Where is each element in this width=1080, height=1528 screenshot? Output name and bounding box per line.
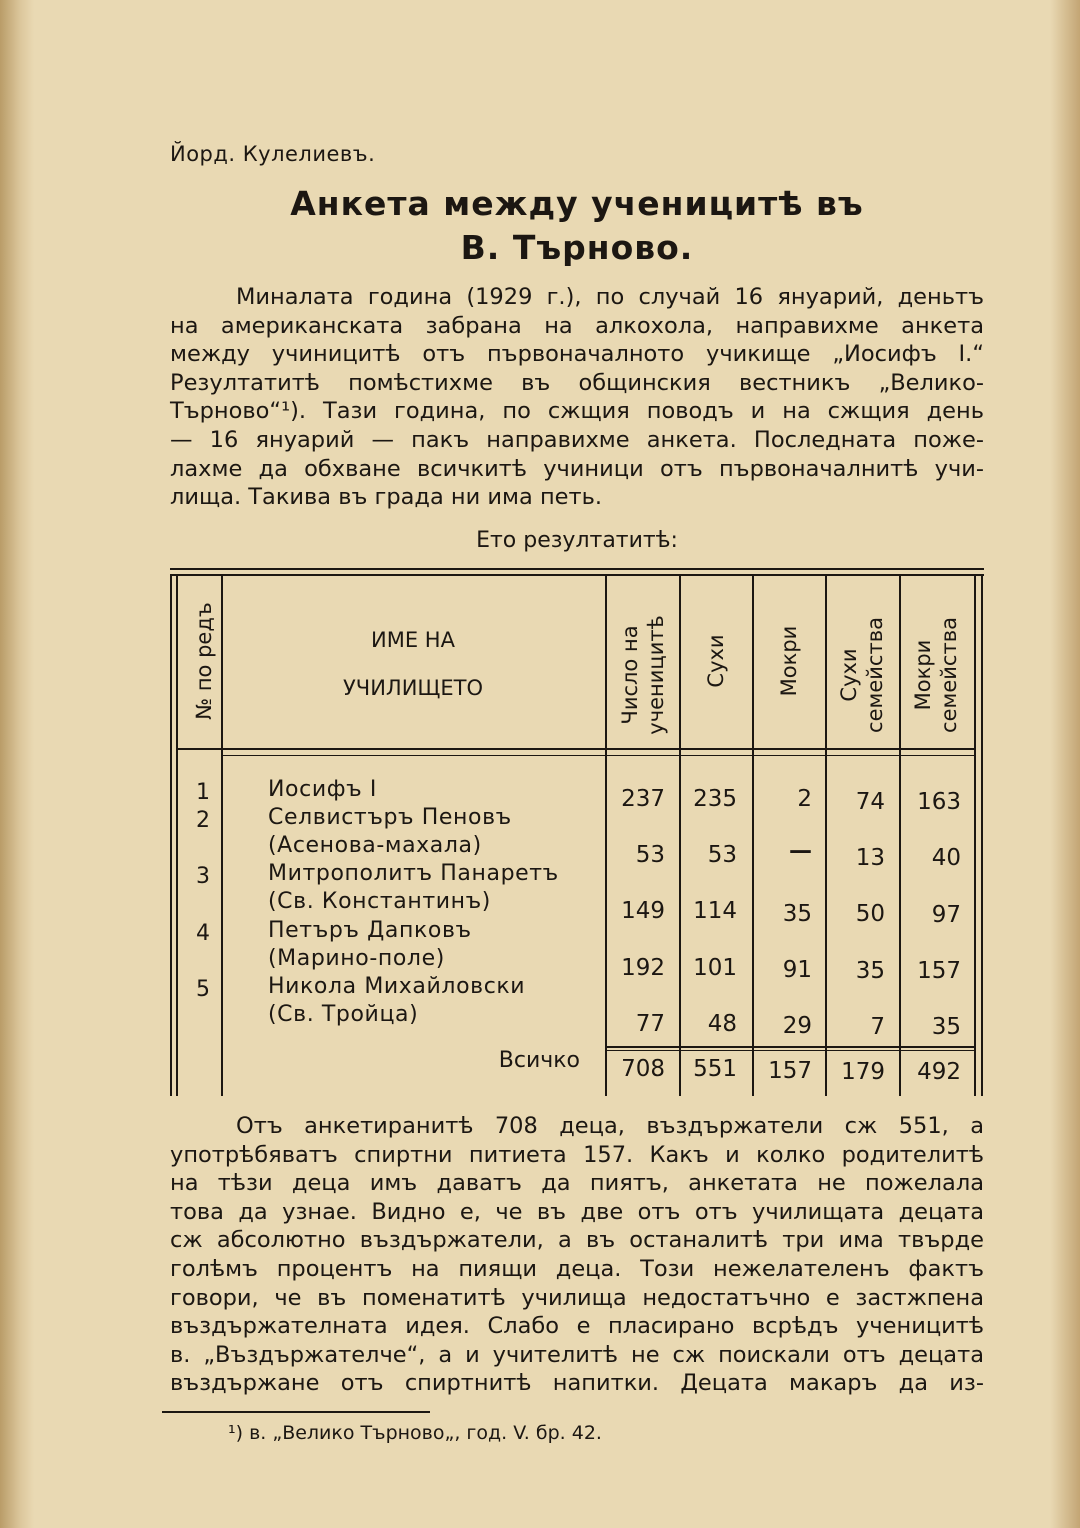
header-bottom-rule	[223, 755, 974, 756]
cell-wet: 35	[782, 901, 812, 927]
intro-line: между учиницитѣ отъ първоначалното учикище „Иосифъ I.“	[170, 341, 984, 368]
row-number: 3	[196, 864, 210, 889]
header-bottom-rule	[178, 748, 974, 750]
cell-wet-families: 35	[931, 1014, 961, 1040]
column-divider	[899, 576, 901, 1096]
body-line: говори, че въ поменатитѣ училища недостатъчно е застжпена	[170, 1284, 984, 1311]
cell-pupils: 192	[621, 955, 665, 981]
school-name-line: (Марино-поле)	[268, 946, 445, 971]
table-top-rule	[170, 574, 984, 576]
header-wet-families	[910, 595, 962, 755]
page-title-line-2: В. Търново.	[460, 228, 694, 267]
column-divider	[825, 576, 827, 1096]
total-wet-families: 492	[917, 1059, 961, 1085]
body-line: това да узнае. Видно е, че въ две отъ отъ училищата децата	[170, 1198, 984, 1225]
header-pupils-line-2: ученицитѣ	[644, 615, 668, 735]
author-name: Йорд. Кулелиевъ.	[170, 142, 376, 166]
intro-line: — 16 януарий — пакъ направихме анкета. Последната поже-	[170, 426, 984, 453]
body-line: употрѣбяватъ спиртни питиета 157. Какъ и колко родителитѣ	[170, 1141, 984, 1168]
cell-dry: 101	[693, 955, 737, 981]
header-dry-families-line-1: Сухи	[837, 648, 861, 702]
intro-line: лища. Такива въ града ни има петь.	[170, 484, 603, 511]
cell-pupils: 77	[635, 1011, 665, 1037]
footnote-rule	[162, 1411, 430, 1413]
total-dry-families: 179	[841, 1059, 885, 1085]
cell-pupils: 237	[621, 786, 665, 812]
cell-dry-families: 13	[855, 845, 885, 871]
row-number: 5	[196, 977, 210, 1002]
school-name-line: (Св. Тройца)	[268, 1002, 419, 1027]
cell-dry-families: 35	[855, 958, 885, 984]
results-caption: Ето резултатитѣ:	[476, 528, 678, 553]
totals-rule	[605, 1046, 974, 1048]
intro-paragraph	[170, 283, 984, 512]
footnote: ¹) в. „Велико Търново„, год. V. бр. 42.	[228, 1422, 602, 1444]
page-edge-shadow-left	[0, 0, 34, 1528]
intro-line: Резултатитѣ помѣстихме въ общинския вестникъ „Велико-	[170, 369, 984, 396]
cell-wet: 91	[782, 957, 812, 983]
page-title-line-1: Анкета между ученицитѣ въ	[290, 184, 864, 223]
cell-dry: 48	[707, 1011, 737, 1037]
body-line: Отъ анкетиранитѣ 708 деца, въздържатели сж 551, а	[236, 1113, 984, 1139]
cell-dry-families: 50	[855, 901, 885, 927]
table-border-left	[170, 574, 172, 1096]
header-school-name-line-2: УЧИЛИЩЕТО	[343, 676, 483, 700]
school-name-line: Петъръ Дапковъ	[268, 918, 472, 943]
cell-pupils: 53	[635, 842, 665, 868]
row-number: 4	[196, 921, 210, 946]
intro-line: Търново“¹). Тази година, по сжщия поводъ и на сжщия день	[170, 398, 984, 425]
header-wet: Мокри	[777, 625, 801, 697]
table-border-right	[981, 574, 983, 1096]
school-name-line: (Асенова-махала)	[268, 833, 482, 858]
totals-rule	[605, 1050, 974, 1051]
header-pupils-line-1: Число на	[618, 625, 642, 725]
header-pupils	[617, 595, 669, 755]
cell-wet-families: 163	[917, 789, 961, 815]
school-name-line: Селвистъръ Пеновъ	[268, 805, 512, 830]
table-border-left	[176, 574, 178, 1096]
column-divider	[221, 576, 223, 1096]
school-name-line: Никола Михайловски	[268, 974, 526, 999]
page-edge-shadow-right	[1050, 0, 1080, 1528]
table-border-right	[974, 574, 976, 1096]
school-name-line: Иосифъ I	[268, 777, 377, 802]
header-school-name-line-1: ИМЕ НА	[371, 628, 455, 652]
row-number: 2	[196, 808, 210, 833]
cell-dry: 114	[693, 898, 737, 924]
total-label: Всичко	[498, 1048, 580, 1073]
cell-wet: 29	[782, 1013, 812, 1039]
body-line: голѣмъ процентъ на пиящи деца. Този нежелателенъ фактъ	[170, 1255, 984, 1282]
cell-dry: 53	[707, 842, 737, 868]
cell-dry-families: 74	[855, 789, 885, 815]
cell-wet: 2	[797, 786, 812, 812]
header-dry-families	[836, 595, 888, 755]
intro-line: на американската забрана на алкохола, направихме анкета	[170, 312, 984, 339]
header-dry: Сухи	[704, 634, 728, 688]
header-wet-families-line-1: Мокри	[911, 639, 935, 711]
cell-dry-families: 7	[870, 1014, 885, 1040]
body-line: въздържателната идея. Слабо е пласирано всрѣдъ ученицитѣ	[170, 1313, 984, 1340]
header-row-number: № по редъ	[192, 602, 216, 720]
row-number: 1	[196, 780, 210, 805]
cell-wet-families: 97	[931, 902, 961, 928]
column-divider	[605, 576, 607, 1096]
intro-line: лахме да обхване всичкитѣ учиници отъ първоначалнитѣ учи-	[170, 455, 984, 482]
body-line: на тѣзи деца имъ даватъ да пиятъ, анкетата не пожелала	[170, 1170, 984, 1197]
body-line: сж абсолютно въздържатели, а въ останалитѣ три има твърде	[170, 1227, 984, 1254]
column-divider	[752, 576, 754, 1096]
school-name-line: (Св. Константинъ)	[268, 889, 491, 914]
body-line: въздържане отъ спиртнитѣ напитки. Децата макаръ да из-	[170, 1370, 984, 1397]
intro-line: Миналата година (1929 г.), по случай 16 януарий, деньтъ	[236, 284, 984, 310]
school-name-line: Митрополитъ Панаретъ	[268, 861, 559, 886]
total-wet: 157	[768, 1058, 812, 1084]
cell-wet: —	[789, 838, 812, 864]
header-dry-families-line-2: семейства	[863, 617, 887, 733]
cell-pupils: 149	[621, 898, 665, 924]
cell-wet-families: 157	[917, 958, 961, 984]
body-line: в. „Въздържателче“, а и учителитѣ не сж поискали отъ децата	[170, 1341, 984, 1368]
total-pupils: 708	[621, 1056, 665, 1082]
column-divider	[679, 576, 681, 1096]
cell-dry: 235	[693, 786, 737, 812]
cell-wet-families: 40	[931, 845, 961, 871]
table-top-rule	[170, 568, 984, 570]
total-dry: 551	[693, 1056, 737, 1082]
header-wet-families-line-2: семейства	[937, 617, 961, 733]
body-paragraph	[170, 1112, 984, 1398]
